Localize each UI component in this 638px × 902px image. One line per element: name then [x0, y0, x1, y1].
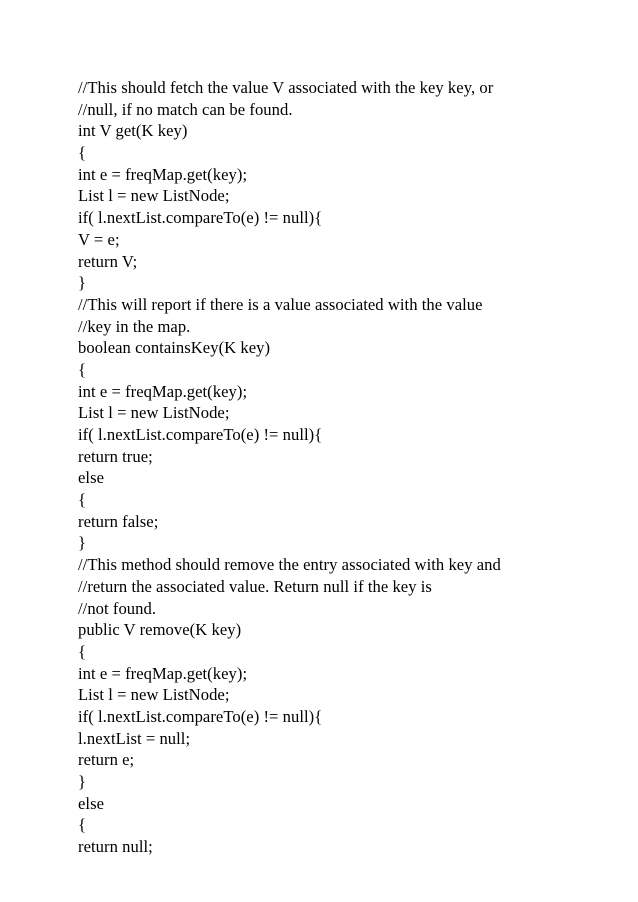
code-line: //return the associated value. Return null if the key is [78, 576, 432, 596]
code-line: { [78, 143, 87, 163]
code-line: int e = freqMap.get(key); [78, 663, 248, 683]
code-line: { [78, 490, 87, 510]
code-line: } [78, 772, 87, 791]
code-line: //This should fetch the value V associated with the key key, or [78, 78, 494, 97]
code-line: if( l.nextList.compareTo(e) != null){ [78, 706, 323, 726]
code-line: } [78, 533, 87, 553]
code-line: int V get(K key) [78, 121, 188, 141]
code-line: if( l.nextList.compareTo(e) != null){ [78, 425, 323, 444]
code-line: return true; [78, 446, 153, 466]
code-line: return false; [78, 511, 159, 531]
code-line: return V; [78, 251, 138, 271]
code-line: l.nextList = null; [78, 728, 191, 748]
code-line: //key in the map. [78, 316, 191, 336]
code-line: { [78, 641, 87, 661]
code-line: List l = new ListNode; [78, 403, 230, 423]
code-line: return e; [78, 750, 135, 770]
code-line: int e = freqMap.get(key); [78, 381, 248, 401]
code-line: //This method should remove the entry associated with key and [78, 555, 501, 575]
code-line: if( l.nextList.compareTo(e) != null){ [78, 208, 323, 228]
code-line: { [78, 815, 87, 835]
code-line: else [78, 468, 104, 488]
code-line: V = e; [78, 229, 120, 249]
code-line: int e = freqMap.get(key); [78, 164, 248, 184]
code-line: boolean containsKey(K key) [78, 338, 271, 358]
code-line: } [78, 273, 87, 293]
code-line: List l = new ListNode; [78, 186, 230, 206]
code-line: //not found. [78, 598, 157, 618]
code-text-block [78, 77, 501, 858]
code-line: { [78, 359, 87, 379]
code-line: return null; [78, 837, 153, 857]
code-line: //null, if no match can be found. [78, 99, 293, 119]
code-line: List l = new ListNode; [78, 685, 230, 705]
code-line: public V remove(K key) [78, 620, 242, 640]
code-line: //This will report if there is a value associated with the value [78, 294, 483, 314]
code-line: else [78, 793, 104, 813]
